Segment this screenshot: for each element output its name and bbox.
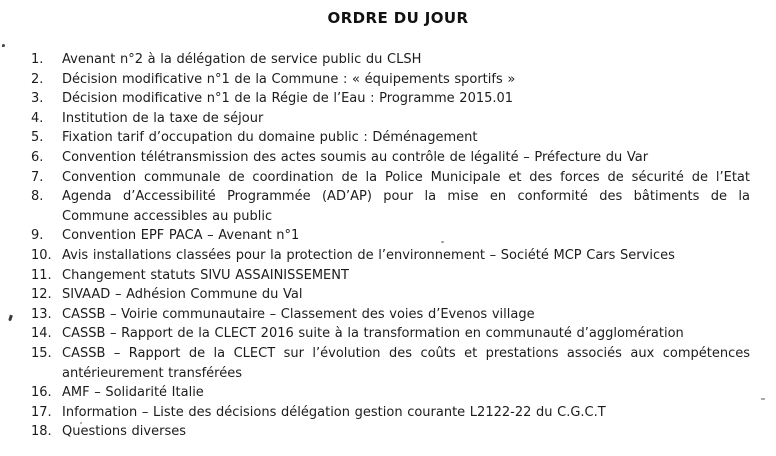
item-text [62, 324, 750, 344]
scan-dot-icon [80, 422, 82, 424]
item-text-line: Commune accessibles au public [62, 208, 273, 224]
item-text-line: Information – Liste des décisions délégation gestion courante L2122-22 du C.G.C.T [62, 404, 606, 420]
agenda-item-16 [31, 383, 750, 403]
item-text [62, 148, 750, 168]
item-number: 1. [31, 52, 44, 67]
item-number: 14. [31, 326, 52, 342]
agenda-item-3 [31, 89, 750, 109]
agenda-item-10 [31, 246, 750, 266]
agenda-item-17 [31, 403, 750, 423]
item-text-line: Convention EPF PACA – Avenant n°1 [62, 228, 300, 244]
item-text [62, 50, 750, 70]
scan-dot-icon [441, 241, 444, 243]
item-text [62, 246, 750, 266]
item-number: 5. [31, 130, 44, 146]
item-text-line: SIVAAD – Adhésion Commune du Val [62, 287, 303, 303]
agenda-item-4 [31, 109, 750, 129]
item-text [62, 285, 750, 305]
item-text-line: Questions diverses [62, 424, 186, 440]
agenda-item-7 [31, 168, 750, 188]
item-text [62, 305, 750, 325]
item-text-line: antérieurement transférées [62, 365, 243, 381]
item-text [62, 89, 750, 109]
item-text [62, 187, 750, 226]
item-number: 17. [31, 404, 52, 420]
item-text-line: CASSB – Rapport de la CLECT sur l’évolution des coûts et prestations associés aux compétences [62, 345, 750, 361]
item-text-line: AMF – Solidarité Italie [62, 385, 204, 401]
item-number: 11. [31, 267, 52, 283]
agenda-item-9 [31, 226, 750, 246]
item-number: 2. [31, 71, 44, 87]
agenda-item-11 [31, 266, 750, 286]
item-text [62, 70, 750, 90]
item-text [62, 128, 750, 148]
item-text-line: Convention communale de coordination de la Police Municipale et des forces de sécurité de l’Etat [62, 169, 750, 185]
scan-tick-icon [761, 398, 765, 400]
agenda-item-2 [31, 70, 750, 90]
agenda-list [0, 50, 776, 442]
item-text-line: CASSB – Voirie communautaire – Classement des voies d’Evenos village [62, 306, 535, 322]
item-text [62, 422, 750, 442]
item-text-line: Avis installations classées pour la protection de l’environnement – Société MCP Cars Services [62, 247, 675, 263]
item-text [62, 109, 750, 129]
item-text-line: Décision modificative n°1 de la Régie de l’Eau : Programme 2015.01 [62, 91, 514, 107]
item-text-line: Avenant n°2 à la délégation de service public du CLSH [62, 52, 422, 67]
item-number: 3. [31, 91, 44, 107]
agenda-item-5 [31, 128, 750, 148]
agenda-item-18 [31, 422, 750, 442]
document-title: ORDRE DU JOUR [327, 9, 469, 27]
item-number: 15. [31, 345, 52, 361]
item-text-line: Décision modificative n°1 de la Commune : « équipements sportifs » [62, 71, 516, 87]
item-number: 10. [31, 247, 52, 263]
agenda-item-14 [31, 324, 750, 344]
agenda-item-15 [31, 344, 750, 383]
item-text [62, 266, 750, 286]
item-text [62, 403, 750, 423]
agenda-item-1 [31, 50, 750, 70]
agenda-item-13 [31, 305, 750, 325]
agenda-item-12 [31, 285, 750, 305]
item-number: 16. [31, 385, 52, 401]
item-text-line: Institution de la taxe de séjour [62, 110, 264, 126]
item-number: 8. [31, 189, 44, 205]
item-text-line: Changement statuts SIVU ASSAINISSEMENT [62, 267, 349, 283]
item-number: 9. [31, 228, 44, 244]
item-number: 18. [31, 424, 52, 440]
item-text [62, 168, 750, 188]
item-text-line: Agenda d’Accessibilité Programmée (AD’AP) pour la mise en conformité des bâtiments de la [62, 189, 750, 205]
item-number: 7. [31, 169, 44, 185]
item-text [62, 383, 750, 403]
item-text [62, 344, 750, 383]
item-number: 13. [31, 306, 52, 322]
scan-speck-icon [2, 44, 5, 47]
item-number: 4. [31, 110, 44, 126]
item-number: 12. [31, 287, 52, 303]
agenda-item-6 [31, 148, 750, 168]
agenda-item-8 [31, 187, 750, 226]
item-number: 6. [31, 149, 44, 165]
item-text-line: Fixation tarif d’occupation du domaine public : Déménagement [62, 130, 478, 146]
item-text [62, 226, 750, 246]
item-text-line: Convention télétransmission des actes soumis au contrôle de légalité – Préfecture du Var [62, 149, 649, 165]
item-text-line: CASSB – Rapport de la CLECT 2016 suite à la transformation en communauté d’agglomération [62, 326, 684, 342]
